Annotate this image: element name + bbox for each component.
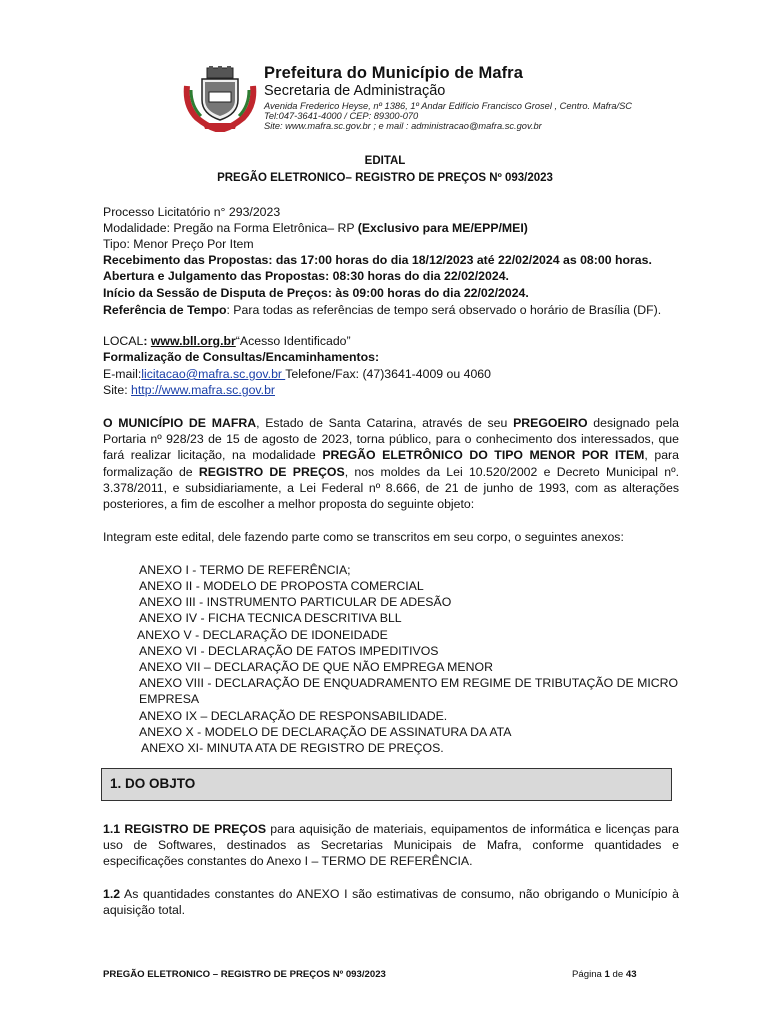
recebimento-line: Recebimento das Propostas: das 17:00 horas do dia 18/12/2023 até 22/02/2024 as 08:00 horas. (103, 253, 652, 267)
intro-municipio: O MUNICÍPIO DE MAFRA (103, 416, 257, 430)
paragraph-1-1-text: para aquisição de materiais, equipamentos de informática e licenças para uso de Softwares, destinados as Secretarias Municipais de Mafra, conforme quantidades e especificações constantes do Anexo I – TERMO DE REFERÊNCIA. (103, 822, 679, 869)
annex-item: EMPRESA (139, 692, 200, 706)
document-subtitle: PREGÃO ELETRONICO– REGISTRO DE PREÇOS Nº 093/2023 (217, 172, 553, 184)
local-suffix: “Acesso Identificado” (235, 334, 351, 348)
org-subtitle: Secretaria de Administração (264, 83, 446, 99)
page-mid: de (609, 969, 626, 980)
intro-registro: REGISTRO DE PREÇOS (198, 464, 345, 479)
annex-item: ANEXO II - MODELO DE PROPOSTA COMERCIAL (139, 579, 424, 593)
email-link[interactable]: licitacao@mafra.sc.gov.br (141, 367, 286, 381)
section-header-objeto (101, 768, 672, 801)
processo-line: Processo Licitatório n° 293/2023 (103, 205, 281, 219)
annex-item: ANEXO IX – DECLARAÇÃO DE RESPONSABILIDADE. (139, 709, 448, 723)
org-address: Avenida Frederico Heyse, nº 1386, 1º Andar Edifício Francisco Grosel , Centro. Mafra/SC (264, 101, 632, 111)
referencia-label: Referência de Tempo (103, 303, 227, 317)
referencia-paragraph (103, 302, 679, 318)
annex-item: ANEXO VII – DECLARAÇÃO DE QUE NÃO EMPREGA MENOR (139, 660, 493, 674)
site-line (103, 383, 275, 397)
paragraph-1-1 (103, 821, 679, 870)
email-label: E-mail: (103, 367, 142, 381)
intro-paragraph (103, 415, 679, 512)
site-label: Site: (103, 383, 132, 397)
referencia-text: : Para todas as referências de tempo será observado o horário de Brasília (DF). (226, 303, 662, 317)
annex-item: ANEXO VI - DECLARAÇÃO DE FATOS IMPEDITIVOS (139, 644, 439, 658)
page-prefix: Página (572, 969, 605, 980)
paragraph-1-2-label: 1.2 (103, 887, 121, 901)
annex-item: ANEXO XI- MINUTA ATA DE REGISTRO DE PREÇOS. (141, 741, 444, 755)
municipal-coat-of-arms-icon (183, 66, 258, 132)
annex-item: ANEXO X - MODELO DE DECLARAÇÃO DE ASSINATURA DA ATA (139, 725, 512, 739)
intro-text-3: , para formalização de (103, 448, 679, 479)
phone-text: Telefone/Fax: (47)3641-4009 ou 4060 (285, 367, 491, 381)
page-number (572, 969, 637, 980)
page-current: 1 (604, 969, 610, 980)
tipo-line: Tipo: Menor Preço Por Item (103, 237, 254, 251)
annexes-intro: Integram este edital, dele fazendo parte como se transcritos em seu corpo, o seguintes anexos: (103, 530, 624, 544)
intro-pregoeiro: PREGOEIRO (513, 416, 588, 430)
modalidade-line (103, 221, 528, 235)
modalidade-text: Modalidade: Pregão na Forma Eletrônica– RP (103, 221, 358, 235)
annex-item: ANEXO V - DECLARAÇÃO DE IDONEIDADE (137, 628, 388, 642)
formalizacao-line: Formalização de Consultas/Encaminhamentos: (103, 350, 380, 364)
paragraph-1-2 (103, 886, 679, 918)
annex-item: ANEXO I - TERMO DE REFERÊNCIA; (139, 563, 351, 577)
local-line: LOCAL: www.bll.org.br“Acesso Identificado” (103, 334, 351, 348)
local-label: LOCAL (103, 334, 144, 348)
annex-item: ANEXO III - INSTRUMENTO PARTICULAR DE ADESÃO (139, 595, 452, 609)
bll-link[interactable]: www.bll.org.br (150, 334, 236, 348)
inicio-line: Início da Sessão de Disputa de Preços: às 09:00 horas do dia 22/02/2024. (103, 286, 529, 300)
intro-text-1: , Estado de Santa Catarina, através de seu (256, 416, 514, 430)
annex-item: ANEXO IV - FICHA TECNICA DESCRITIVA BLL (139, 611, 402, 625)
org-phone: Tel:047-3641-4000 / CEP: 89300-070 (264, 111, 419, 121)
org-title: Prefeitura do Município de Mafra (264, 64, 523, 82)
section-title: 1. DO OBJTO (110, 776, 196, 791)
intro-text-4: , nos moldes da Lei 10.520/2002 e Decreto Municipal nº. 3.378/2011, e subsidiariamente, a Lei Federal nº 8.666, de 21 de junho de 1993, com as alterações posteriores, a fim de escolher a melhor proposta do seguinte objeto: (103, 464, 679, 512)
paragraph-1-1-label: 1.1 REGISTRO DE PREÇOS (103, 822, 267, 836)
abertura-line: Abertura e Julgamento das Propostas: 08:30 horas do dia 22/02/2024. (103, 269, 509, 283)
document-title: EDITAL (364, 155, 406, 167)
intro-modalidade: PREGÃO ELETRÔNICO DO TIPO MENOR POR ITEM (322, 448, 645, 463)
contact-line (103, 367, 491, 381)
annex-item: ANEXO VIII - DECLARAÇÃO DE ENQUADRAMENTO EM REGIME DE TRIBUTAÇÃO DE MICRO (139, 676, 679, 690)
page-total: 43 (625, 969, 637, 980)
org-site: Site: www.mafra.sc.gov.br ; e mail : administracao@mafra.sc.gov.br (264, 121, 542, 131)
site-link[interactable]: http://www.mafra.sc.gov.br (131, 383, 275, 397)
paragraph-1-2-text: As quantidades constantes do ANEXO I são estimativas de consumo, não obrigando o Município à aquisição total. (103, 887, 679, 918)
intro-text-2: designado pela Portaria nº 928/23 de 15 de agosto de 2023, torna público, para o conhecimento dos interessados, que fará realizar licitação, na modalidade (103, 416, 679, 463)
modalidade-exclusive: (Exclusivo para ME/EPP/MEI) (357, 221, 528, 235)
footer-title: PREGÃO ELETRONICO – REGISTRO DE PREÇOS Nº 093/2023 (103, 969, 386, 980)
